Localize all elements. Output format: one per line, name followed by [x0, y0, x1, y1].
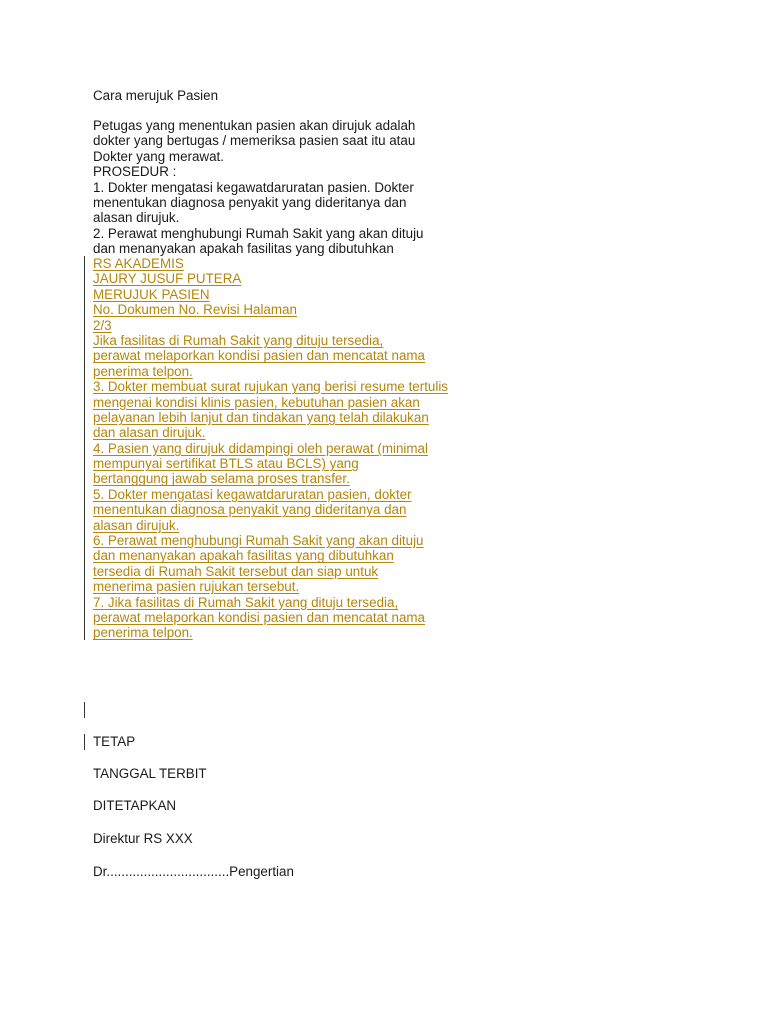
tracked-changes-block — [93, 256, 493, 641]
tracked-line: perawat melaporkan kondisi pasien dan mencatat nama — [93, 348, 425, 364]
document-title: Cara merujuk Pasien — [93, 88, 219, 103]
footer-tanggal-terbit: TANGGAL TERBIT — [93, 766, 207, 781]
tracked-line: perawat melaporkan kondisi pasien dan mencatat nama — [93, 609, 425, 625]
tracked-line: tersedia di Rumah Sakit tersebut dan siap untuk — [93, 563, 379, 579]
tracked-doc-meta: No. Dokumen No. Revisi Halaman — [93, 302, 297, 318]
tracked-line: dan alasan dirujuk. — [93, 425, 206, 441]
procedure-step-line: 2. Perawat menghubungi Rumah Sakit yang akan dituju — [93, 225, 424, 241]
change-bar — [84, 702, 85, 718]
procedure-step-line: menentukan diagnosa penyakit yang dideritanya dan — [93, 194, 407, 210]
tracked-line: bertanggung jawab selama proses transfer. — [93, 471, 350, 487]
tracked-line: mengenai kondisi klinis pasien, kebutuhan pasien akan — [93, 394, 420, 410]
tracked-line: Jika fasilitas di Rumah Sakit yang dituju tersedia, — [93, 332, 384, 348]
tracked-line: mempunyai sertifikat BTLS atau BCLS) yang — [93, 456, 359, 472]
tracked-line: penerima telpon. — [93, 363, 193, 379]
tracked-line: alasan dirujuk. — [93, 517, 180, 533]
footer-ditetapkan: DITETAPKAN — [93, 798, 177, 813]
footer-direktur: Direktur RS XXX — [93, 831, 193, 846]
change-bar — [84, 734, 85, 750]
tracked-doc-title: MERUJUK PASIEN — [93, 286, 210, 302]
footer-tetap: TETAP — [93, 734, 136, 749]
tracked-line: pelayanan lebih lanjut dan tindakan yang telah dilakukan — [93, 409, 429, 425]
procedure-step-line: alasan dirujuk. — [93, 210, 180, 226]
tracked-line: penerima telpon. — [93, 625, 193, 641]
tracked-line: menerima pasien rujukan tersebut. — [93, 579, 300, 595]
intro-paragraph — [93, 118, 493, 257]
tracked-hospital-name: JAURY JUSUF PUTERA — [93, 271, 242, 287]
tracked-page-number: 2/3 — [93, 317, 112, 333]
tracked-line: dan menanyakan apakah fasilitas yang dibutuhkan — [93, 548, 394, 564]
tracked-line: menentukan diagnosa penyakit yang dideritanya dan — [93, 502, 407, 518]
change-bar — [84, 256, 85, 640]
tracked-line: 4. Pasien yang dirujuk didampingi oleh perawat (minimal — [93, 440, 428, 456]
footer-signature: Dr.................................Pengertian — [93, 864, 294, 879]
intro-line: dokter yang bertugas / memeriksa pasien saat itu atau — [93, 133, 416, 149]
tracked-line: 7. Jika fasilitas di Rumah Sakit yang dituju tersedia, — [93, 594, 399, 610]
intro-line: Petugas yang menentukan pasien akan dirujuk adalah — [93, 118, 416, 133]
tracked-line: 3. Dokter membuat surat rujukan yang berisi resume tertulis — [93, 379, 449, 395]
document-title-block — [93, 88, 493, 103]
procedure-step-line: 1. Dokter mengatasi kegawatdaruratan pasien. Dokter — [93, 179, 414, 195]
procedure-heading: PROSEDUR : — [93, 164, 177, 180]
tracked-hospital-name: RS AKADEMIS — [93, 256, 184, 271]
procedure-step-line: dan menanyakan apakah fasilitas yang dibutuhkan — [93, 241, 394, 257]
tracked-line: 6. Perawat menghubungi Rumah Sakit yang akan dituju — [93, 533, 424, 549]
intro-line: Dokter yang merawat. — [93, 148, 224, 164]
tracked-line: 5. Dokter mengatasi kegawatdaruratan pasien, dokter — [93, 486, 412, 502]
